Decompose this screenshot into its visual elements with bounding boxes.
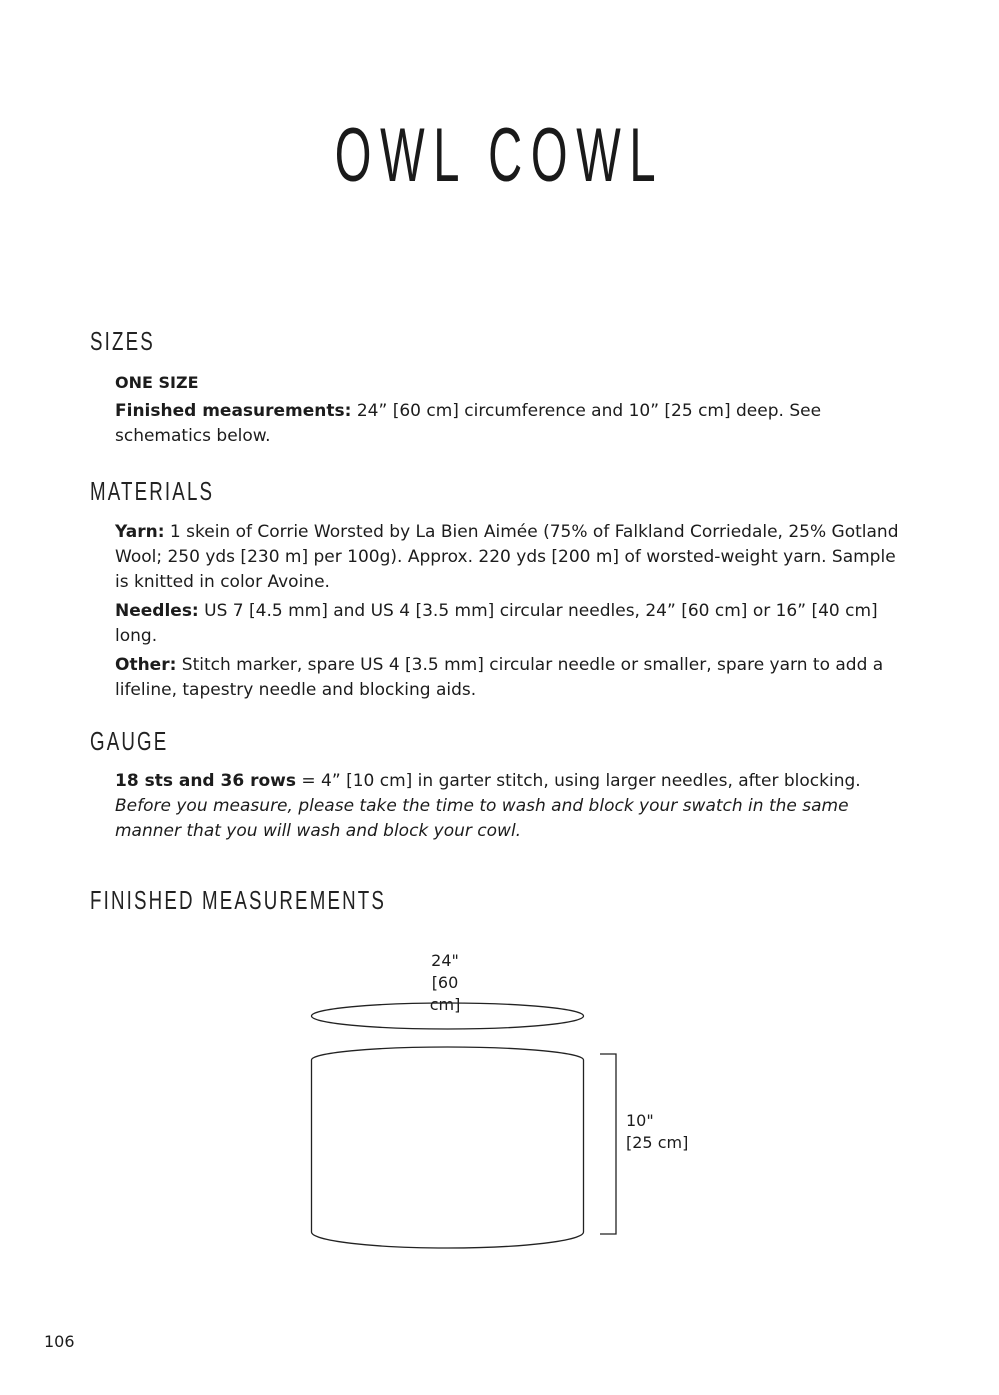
yarn-description: 1 skein of Corrie Worsted by La Bien Aimée (75% of Falkland Corriedale, 25% Gotland Wool; 250 yds [230 m] per 100g). Approx. 220 yds [200 m] of worsted-weight yarn. Sample is knitted in color Avoine.	[115, 522, 899, 592]
size-label: ONE SIZE	[115, 373, 199, 392]
depth-label	[626, 1110, 688, 1154]
circumference-cm: [60 cm]	[429, 973, 461, 1014]
circumference-inches: 24"	[431, 951, 459, 970]
needles-label: Needles:	[115, 601, 199, 621]
top-circumference-ellipse	[312, 1003, 584, 1029]
depth-cm: [25 cm]	[626, 1133, 689, 1152]
gauge-label: 18 sts and 36 rows	[115, 771, 296, 791]
yarn-label: Yarn:	[115, 522, 165, 542]
cowl-body-outline	[312, 1047, 584, 1248]
gauge-description: = 4” [10 cm] in garter stitch, using larger needles, after blocking.	[295, 771, 861, 791]
pattern-title: OWL COWL	[334, 113, 665, 198]
other-description: Stitch marker, spare US 4 [3.5 mm] circular needle or smaller, spare yarn to add a lifeline, tapestry needle and blocking aids.	[115, 655, 884, 700]
depth-inches: 10"	[626, 1111, 654, 1130]
page-number: 106	[44, 1332, 75, 1351]
sizes-heading: SIZES	[90, 326, 155, 356]
gauge-note: Before you measure, please take the time to wash and block your swatch in the same manner that you will wash and block your cowl.	[115, 796, 849, 841]
needles-description: US 7 [4.5 mm] and US 4 [3.5 mm] circular needles, 24” [60 cm] or 16” [40 cm] long.	[115, 601, 878, 646]
gauge-heading: GAUGE	[90, 726, 169, 756]
materials-heading: MATERIALS	[90, 476, 215, 506]
other-label: Other:	[115, 655, 177, 675]
finished-label: Finished measurements:	[115, 401, 352, 421]
finished-measurements-heading: FINISHED MEASUREMENTS	[90, 885, 387, 915]
depth-bracket	[600, 1054, 616, 1234]
finished-text: 24” [60 cm] circumference and 10” [25 cm] deep. See schematics below.	[115, 401, 822, 446]
